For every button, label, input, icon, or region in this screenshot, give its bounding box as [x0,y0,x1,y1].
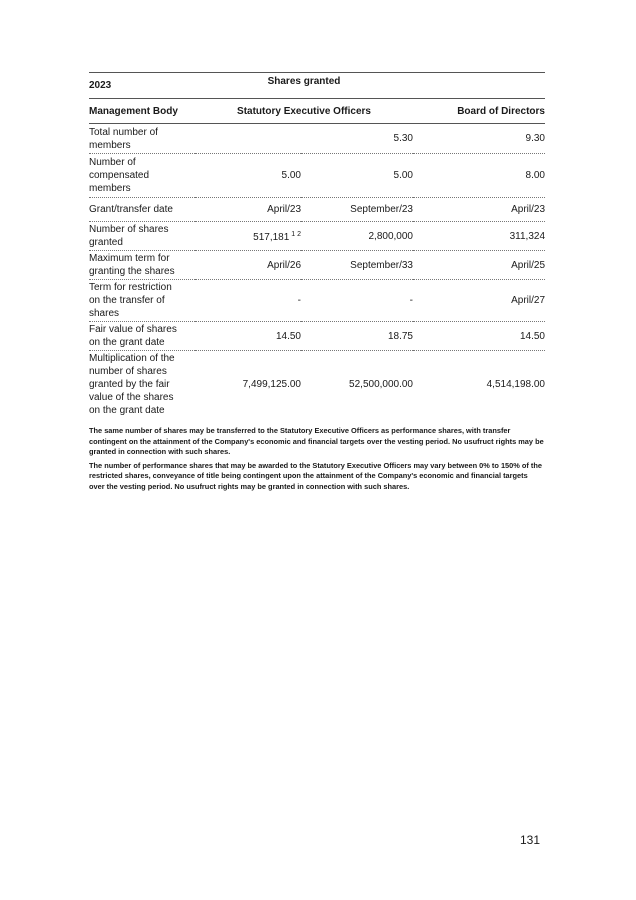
cell-value: - [195,280,301,322]
footnote-1: The same number of shares may be transferred to the Statutory Executive Officers as performance shares, with transfer contingent on the attainment of the Company's economic and financial targets over the vesting period. No usufruct rights may be granted in connection with such shares. [89,426,544,456]
cell-value: April/27 [413,280,545,322]
cell-value: 18.75 [301,322,413,351]
cell-value: 9.30 [413,124,545,154]
cell-value: April/25 [413,251,545,280]
cell-value: 5.30 [301,124,413,154]
cell-value: - [301,280,413,322]
row-label: Multiplication of the number of shares granted by the fair value of the shares on the grant date [89,353,175,416]
table-header-row [89,99,545,124]
cell-value: 52,500,000.00 [349,379,413,390]
footnote-marker: 1 2 [289,231,301,238]
footnote-2: The number of performance shares that may be awarded to the Statutory Executive Officers may vary between 0% to 150% of the restricted shares, conveyance of title being contingent upon the attainment of the Company's economic and financial targets over the vesting period. No usufruct rights may be granted in connection with such shares. [89,460,543,491]
table-row [89,351,545,419]
cell-value: 7,499,125.00 [242,379,301,390]
row-label: Total number of members [89,124,195,154]
table-row [89,251,545,280]
table-row [89,198,545,222]
row-label: Grant/transfer date [89,198,195,222]
table-row [89,280,545,322]
header-management-body: Management Body [89,99,195,124]
header-board-of-directors: Board of Directors [413,99,545,124]
cell-value: April/23 [195,198,301,222]
cell-value: 311,324 [413,222,545,251]
cell-value: April/26 [195,251,301,280]
cell-value: 5.00 [195,154,301,198]
cell-value: 5.00 [301,154,413,198]
cell-value: April/23 [413,198,545,222]
group-header: Shares granted [195,73,413,99]
document-body [89,72,545,492]
table-row [89,322,545,351]
cell-value: September/33 [301,251,413,280]
table-row [89,124,545,154]
row-label: Fair value of shares on the grant date [89,322,195,351]
row-label: Number of compensated members [89,154,195,198]
row-label: Number of shares granted [89,222,195,251]
footnotes [89,423,545,492]
cell-value [195,124,301,154]
year-label: 2023 [89,73,195,99]
table-year-row [89,73,545,99]
cell-value: 4,514,198.00 [486,379,545,390]
table-row [89,222,545,251]
cell-value: September/23 [301,198,413,222]
cell-value: 14.50 [195,322,301,351]
cell-value: 2,800,000 [301,222,413,251]
page-number: 131 [520,833,541,847]
cell-value: 517,181 $^{1 2}$ [195,222,301,251]
cell-value: 8.00 [413,154,545,198]
row-label: Term for restriction on the transfer of shares [89,280,195,322]
row-label: Maximum term for granting the shares [89,251,195,280]
table-row [89,154,545,198]
cell-value: 14.50 [413,322,545,351]
shares-granted-table [89,72,545,418]
header-statutory-executive-officers: Statutory Executive Officers [195,99,413,124]
